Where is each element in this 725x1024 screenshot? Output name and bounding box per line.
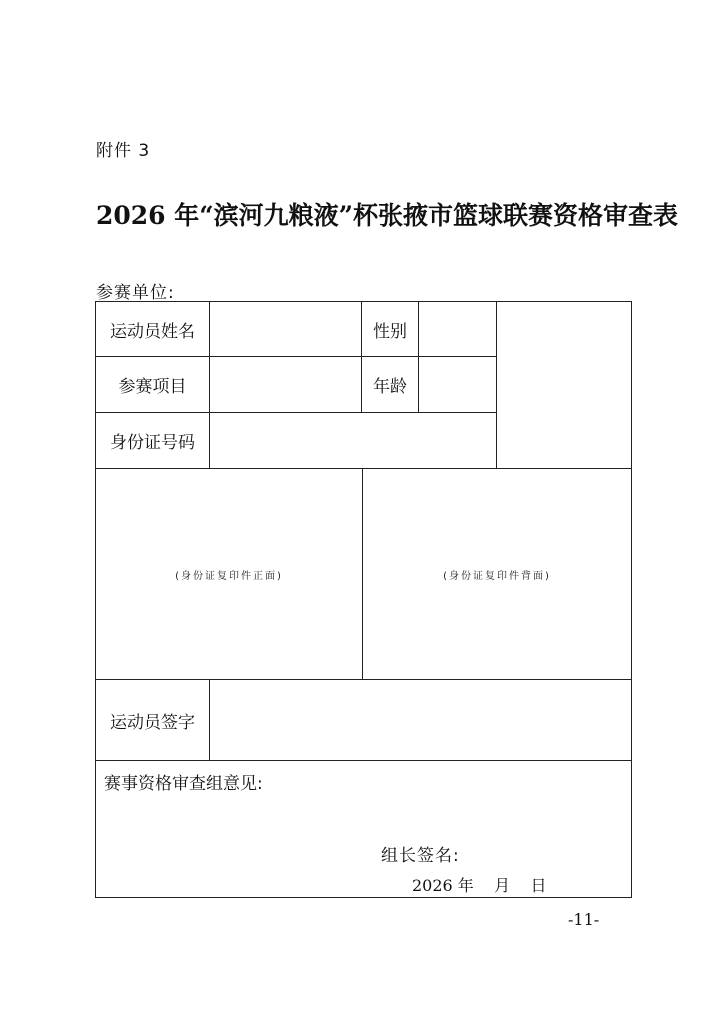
id-number-label-cell [95,412,210,469]
age-label-cell [361,356,419,413]
age-field[interactable] [418,356,497,413]
leader-signature-label: 组长签名: [381,846,460,866]
athlete-name-label: 运动员姓名 [110,321,195,342]
attachment-label: 附件 3 [96,141,151,161]
page-title: 2026 年“滨河九粮液”杯张掖市篮球联赛资格审查表 [96,201,679,230]
age-label: 年龄 [373,377,407,397]
athlete-signature-field[interactable] [209,679,632,761]
id-number-field[interactable] [209,412,497,469]
id-number-label: 身份证号码 [110,433,195,453]
athlete-name-label-cell [95,301,210,357]
participating-unit-label: 参赛单位: [96,283,175,303]
event-label: 参赛项目 [118,377,187,397]
review-date: 2026 年 月 日 [412,876,547,895]
athlete-name-field[interactable] [209,301,362,357]
id-back-copy-box[interactable] [362,468,632,680]
id-back-note: (身份证复印件背面) [443,570,551,582]
review-opinion-label: 赛事资格审查组意见: [104,774,263,794]
id-front-copy-box[interactable] [95,468,363,680]
qualification-form [95,301,632,898]
gender-label: 性别 [373,321,407,342]
gender-field[interactable] [418,301,497,357]
athlete-signature-label-cell [95,679,210,761]
event-label-cell [95,356,210,413]
page-number: -11- [568,910,600,929]
event-field[interactable] [209,356,362,413]
athlete-signature-label: 运动员签字 [110,712,195,733]
photo-box[interactable] [496,301,632,469]
id-front-note: (身份证复印件正面) [175,570,283,582]
gender-label-cell [361,301,419,357]
review-opinion-box[interactable] [95,760,632,898]
